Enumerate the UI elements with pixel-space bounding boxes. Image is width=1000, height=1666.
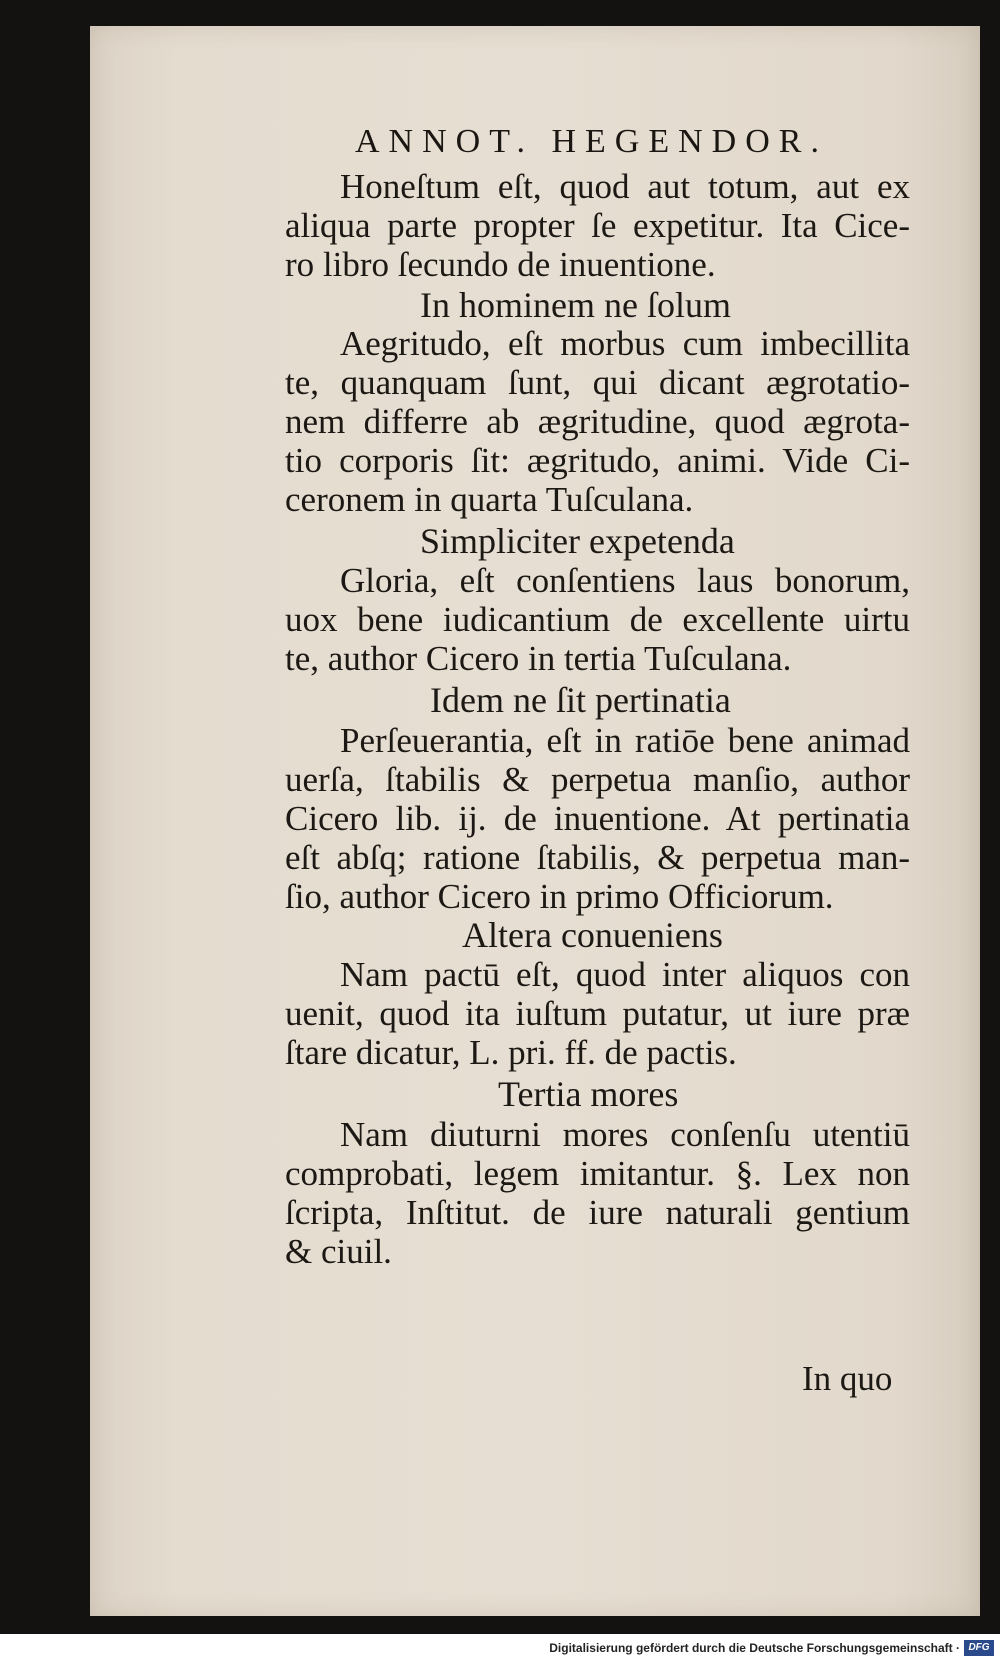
paragraph-gloria <box>285 563 910 680</box>
text-line: ſcripta, Inſtitut. de iure naturali gentium <box>285 1195 910 1232</box>
paragraph-mores <box>285 1117 910 1273</box>
text-line: eſt abſq; ratione ſtabilis, & perpetua man- <box>285 840 910 877</box>
text-line: uox bene iudicantium de excellente uirtu <box>285 602 910 639</box>
text-line: aliqua parte propter ſe expetitur. Ita Cice- <box>285 208 910 245</box>
paragraph-perseuerantia <box>285 723 910 918</box>
digitization-footer <box>0 1634 1000 1666</box>
text-line: Aegritudo, eſt morbus cum imbecillita <box>340 326 910 363</box>
running-header: ANNOT. HEGENDOR. <box>355 123 828 160</box>
text-line: uerſa, ſtabilis & perpetua manſio, author <box>285 762 910 799</box>
paragraph-aegritudo <box>285 326 910 521</box>
text-line: Honeſtum eſt, quod aut totum, aut ex <box>340 169 910 206</box>
text-line: tio corporis ſit: ægritudo, animi. Vide Ci- <box>285 443 910 480</box>
paragraph-honestum <box>285 169 910 286</box>
section-heading: Altera conueniens <box>462 915 723 955</box>
text-line: ro libro ſecundo de inuentione. <box>285 247 716 284</box>
footer-credit: Digitalisierung gefördert durch die Deutsche Forschungsgemeinschaft · <box>549 1641 960 1655</box>
text-line: te, quanquam ſunt, qui dicant ægrotatio- <box>285 365 910 402</box>
paragraph-pactum <box>285 957 910 1074</box>
text-line: & ciuil. <box>285 1234 392 1271</box>
text-line: ſio, author Cicero in primo Officiorum. <box>285 879 834 916</box>
section-heading: Simpliciter expetenda <box>420 521 735 561</box>
text-line: comprobati, legem imitantur. §. Lex non <box>285 1156 910 1193</box>
text-line: te, author Cicero in tertia Tuſculana. <box>285 641 792 678</box>
catchword: In quo <box>802 1359 893 1398</box>
text-line: nem differre ab ægritudine, quod ægrota- <box>285 404 910 441</box>
book-page <box>90 26 980 1616</box>
text-line: ceronem in quarta Tuſculana. <box>285 482 694 519</box>
text-line: uenit, quod ita iuſtum putatur, ut iure præ <box>285 996 910 1033</box>
dfg-logo: DFG <box>964 1640 994 1656</box>
section-heading: In hominem ne ſolum <box>420 285 731 325</box>
section-heading: Tertia mores <box>498 1074 679 1114</box>
section-heading: Idem ne ſit pertinatia <box>430 680 731 720</box>
text-line: Perſeuerantia, eſt in ratiōe bene animad <box>340 723 910 760</box>
text-line: Gloria, eſt conſentiens laus bonorum, <box>340 563 910 600</box>
text-line: Cicero lib. ij. de inuentione. At pertinatia <box>285 801 910 838</box>
text-line: Nam diuturni mores conſenſu utentiū <box>340 1117 910 1154</box>
text-line: ſtare dicatur, L. pri. ff. de pactis. <box>285 1035 737 1072</box>
text-line: Nam pactū eſt, quod inter aliquos con <box>340 957 910 994</box>
